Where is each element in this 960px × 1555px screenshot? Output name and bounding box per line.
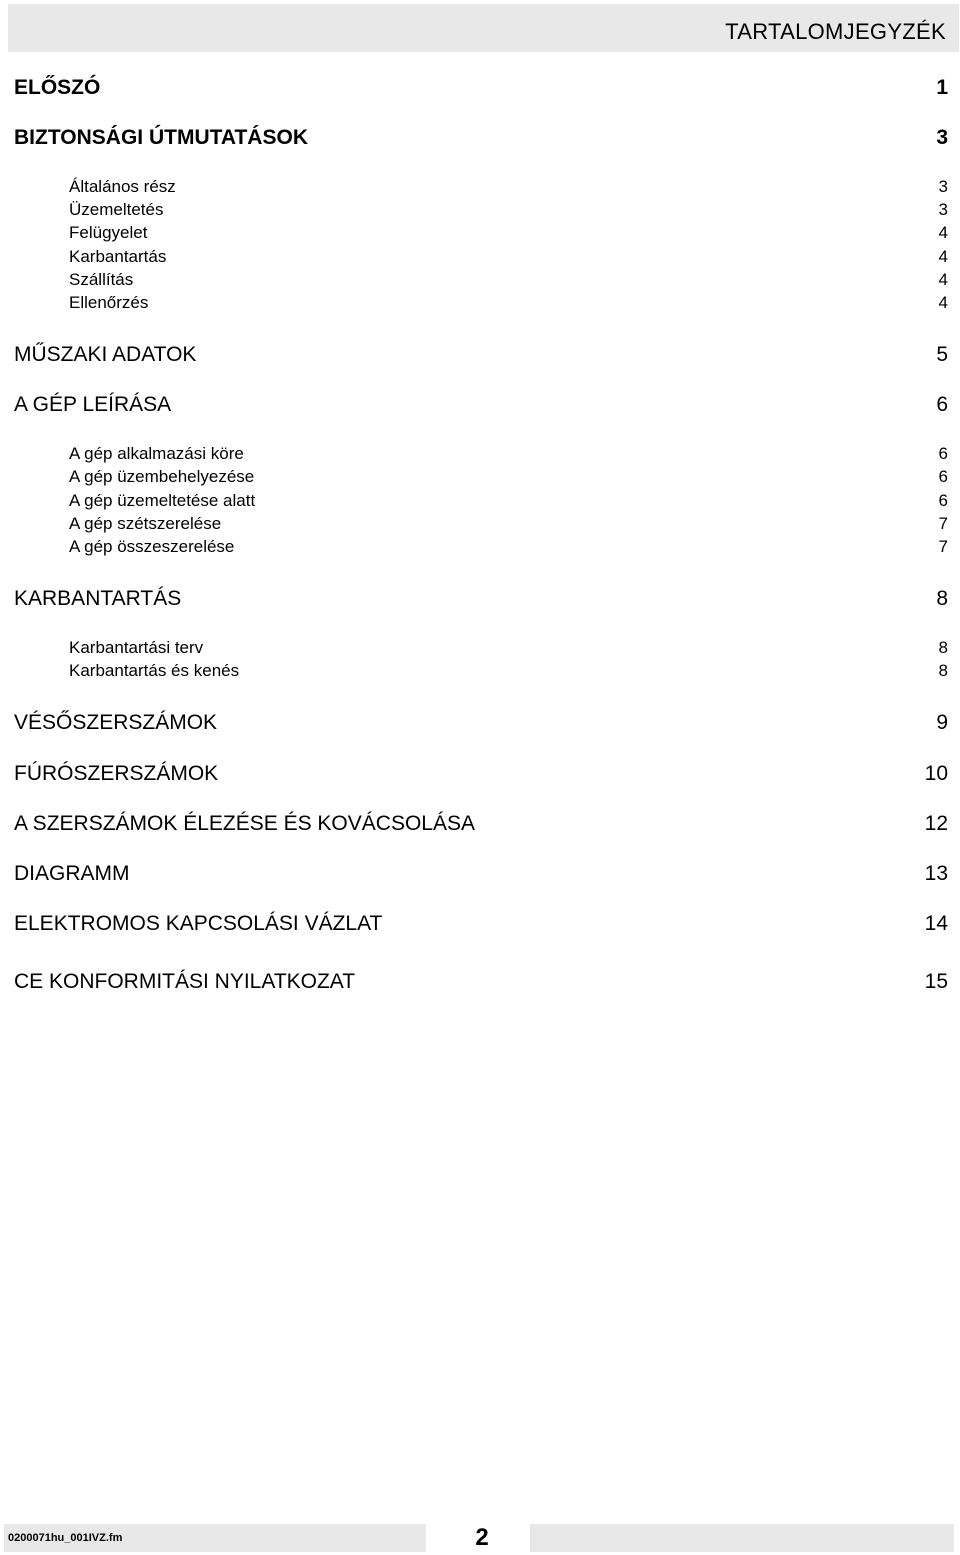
toc-entry-label: A gép szétszerelése	[69, 514, 222, 533]
toc-entry-label: Szállítás	[69, 270, 134, 289]
toc-entry-label: A gép alkalmazási köre	[69, 444, 244, 463]
toc-entry-page: 7	[938, 537, 948, 556]
toc-subentry-uzembehelyezese[interactable]	[0, 465, 960, 488]
toc-entry-furoszerszamok[interactable]	[0, 760, 960, 788]
toc-entry-diagramm[interactable]	[0, 860, 960, 888]
toc-entry-label: Ellenőrzés	[69, 293, 149, 312]
toc-subentry-uzemeltetes[interactable]	[0, 198, 960, 221]
toc-subentry-szallitas[interactable]	[0, 268, 960, 291]
toc-entry-page: 9	[936, 711, 948, 734]
toc-entry-page: 4	[938, 223, 948, 242]
toc-entry-muszaki-adatok[interactable]	[0, 341, 960, 369]
toc-entry-page: 8	[938, 638, 948, 657]
toc-entry-page: 6	[938, 491, 948, 510]
toc-entry-page: 6	[938, 444, 948, 463]
toc-entry-page: 7	[938, 514, 948, 533]
toc-entry-label: DIAGRAMM	[14, 862, 130, 885]
toc-entry-label: BIZTONSÁGI ÚTMUTATÁSOK	[14, 126, 308, 149]
toc-subentry-karbantartas[interactable]	[0, 245, 960, 268]
toc-entry-a-gep-leirasa[interactable]	[0, 391, 960, 419]
toc-subentry-ellenorzes[interactable]	[0, 291, 960, 314]
toc-entry-page: 13	[924, 862, 948, 885]
toc-entry-label: CE KONFORMITÁSI NYILATKOZAT	[14, 970, 356, 993]
toc-entry-label: KARBANTARTÁS	[14, 587, 182, 610]
toc-entry-page: 6	[936, 393, 948, 416]
toc-entry-ce-konformitasi-nyilatkozat[interactable]	[0, 968, 960, 996]
footer-filename: 0200071hu_001IVZ.fm	[8, 1532, 123, 1544]
toc-entry-label: A gép üzemeltetése alatt	[69, 491, 256, 510]
toc-entry-vesoszerszamok[interactable]	[0, 709, 960, 737]
toc-entry-page: 8	[938, 661, 948, 680]
toc-entry-label: Általános rész	[69, 177, 176, 196]
toc-entry-label: ELŐSZÓ	[14, 76, 101, 99]
toc-entry-page: 5	[936, 343, 948, 366]
toc-entry-label: A gép összeszerelése	[69, 537, 235, 556]
toc-subentry-osszeszerelese[interactable]	[0, 535, 960, 558]
page-title: TARTALOMJEGYZÉK	[725, 19, 946, 44]
toc-entry-szerszamok-elezese[interactable]	[0, 810, 960, 838]
toc-entry-page: 8	[936, 587, 948, 610]
toc-entry-label: A GÉP LEÍRÁSA	[14, 393, 172, 416]
toc-entry-page: 14	[924, 912, 948, 935]
toc-subentry-felugyelet[interactable]	[0, 221, 960, 244]
toc-entry-label: MŰSZAKI ADATOK	[14, 343, 197, 366]
toc-subentry-szetszerelese[interactable]	[0, 512, 960, 535]
toc-entry-eloszo[interactable]	[0, 74, 960, 102]
toc-entry-page: 15	[924, 970, 948, 993]
toc-entry-page: 10	[924, 762, 948, 785]
toc-subentry-karbantartas-es-kenes[interactable]	[0, 659, 960, 682]
toc-entry-label: FÚRÓSZERSZÁMOK	[14, 762, 219, 785]
toc-entry-label: Felügyelet	[69, 223, 148, 242]
footer-page-number: 2	[475, 1524, 489, 1551]
footer-right-bar	[530, 1524, 954, 1552]
toc-entry-karbantartas[interactable]	[0, 585, 960, 613]
toc-entry-page: 4	[938, 247, 948, 266]
toc-entry-page: 4	[938, 293, 948, 312]
toc-entry-label: Karbantartás	[69, 247, 167, 266]
toc-entry-page: 3	[936, 126, 948, 149]
toc-entry-elektromos-kapcsolasi-vazlat[interactable]	[0, 910, 960, 938]
toc-entry-page: 12	[924, 812, 948, 835]
toc-entry-page: 6	[938, 467, 948, 486]
toc-entry-label: A gép üzembehelyezése	[69, 467, 255, 486]
toc-entry-page: 3	[938, 177, 948, 196]
toc-subentry-karbantartasi-terv[interactable]	[0, 636, 960, 659]
toc-entry-page: 1	[936, 76, 948, 99]
toc-subentry-altalanos-resz[interactable]	[0, 175, 960, 198]
toc-entry-biztonsagi-utmutatasok[interactable]	[0, 124, 960, 152]
toc-entry-page: 3	[938, 200, 948, 219]
toc-entry-label: Karbantartási terv	[69, 638, 204, 657]
toc-entry-label: A SZERSZÁMOK ÉLEZÉSE ÉS KOVÁCSOLÁSA	[14, 812, 475, 835]
toc-entry-page: 4	[938, 270, 948, 289]
toc-subentry-uzemeltetese-alatt[interactable]	[0, 489, 960, 512]
toc-entry-label: VÉSŐSZERSZÁMOK	[14, 711, 218, 734]
toc-subentry-alkalmazasi-kore[interactable]	[0, 442, 960, 465]
toc-entry-label: Karbantartás és kenés	[69, 661, 240, 680]
toc-entry-label: Üzemeltetés	[69, 200, 164, 219]
toc-entry-label: ELEKTROMOS KAPCSOLÁSI VÁZLAT	[14, 912, 383, 935]
